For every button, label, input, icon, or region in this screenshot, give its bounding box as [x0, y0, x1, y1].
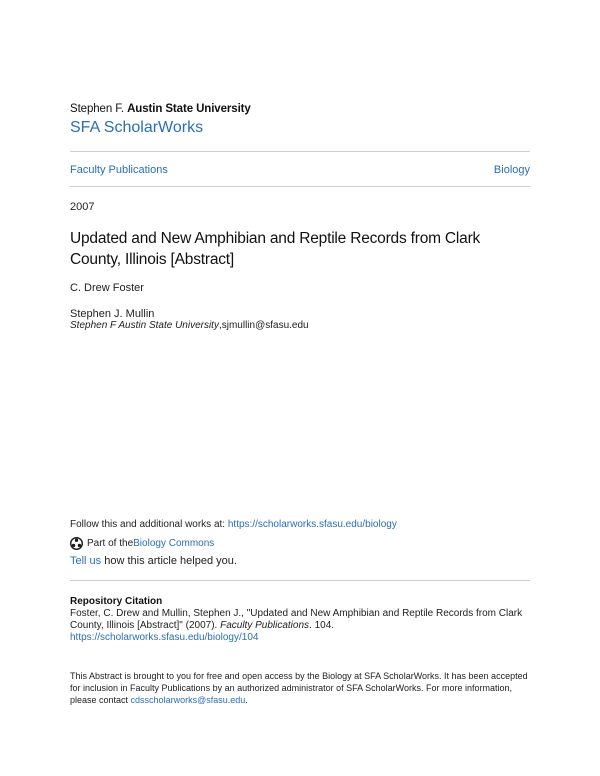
citation-link[interactable]: https://scholarworks.sfasu.edu/biology/104	[70, 632, 259, 643]
follow-text: Follow this and additional works at:	[70, 519, 228, 530]
citation-body: Foster, C. Drew and Mullin, Stephen J., "Updated and New Amphibian and Reptile Records from Clark County, Illinois [Abstract]" (2007).	[70, 608, 523, 631]
commons-network-icon	[70, 537, 83, 550]
university-prefix: Stephen F.	[70, 103, 128, 115]
citation-number: . 104.	[309, 620, 335, 631]
breadcrumb	[70, 164, 530, 176]
tell-us-text: how this article helped you.	[101, 555, 237, 567]
publication-year: 2007	[70, 201, 95, 213]
breadcrumb-faculty-publications[interactable]: Faculty Publications	[70, 164, 168, 176]
citation-heading: Repository Citation	[70, 596, 163, 607]
divider	[70, 580, 530, 581]
article-title: Updated and New Amphibian and Reptile Records from Clark County, Illinois [Abstract]	[70, 230, 481, 268]
contact-email-link[interactable]: cdsscholarworks@sfasu.edu	[130, 695, 246, 705]
part-of-text: Part of the	[87, 538, 134, 549]
university-name	[70, 103, 251, 115]
author-email: ,sjmullin@sfasu.edu	[218, 320, 309, 331]
notice-end: .	[245, 695, 248, 705]
divider	[70, 151, 530, 152]
tell-us-line	[70, 555, 237, 567]
biology-commons-link[interactable]: Biology Commons	[133, 538, 215, 549]
author-name: C. Drew Foster	[70, 282, 144, 294]
university-bold: Austin State University	[127, 103, 251, 115]
follow-line	[70, 519, 397, 530]
part-of-line	[70, 537, 214, 550]
tell-us-link[interactable]: Tell us	[70, 555, 102, 567]
citation-journal: Faculty Publications	[220, 620, 310, 631]
author-name: Stephen J. Mullin	[70, 308, 155, 320]
breadcrumb-biology[interactable]: Biology	[493, 164, 530, 176]
access-notice	[70, 670, 530, 706]
divider	[70, 186, 530, 187]
affiliation-name: Stephen F Austin State University	[70, 320, 219, 331]
repository-link[interactable]: SFA ScholarWorks	[70, 119, 204, 136]
citation-text	[70, 608, 530, 644]
follow-link[interactable]: https://scholarworks.sfasu.edu/biology	[227, 519, 397, 530]
author-affiliation	[70, 320, 309, 331]
notice-text: This Abstract is brought to you for free and open access by the Biology at SFA ScholarWorks. It has been accepted for inclusion in Faculty Publications by an authorized administrator of SFA ScholarWorks. For more information, please contact	[70, 671, 528, 705]
cover-page	[70, 0, 530, 776]
